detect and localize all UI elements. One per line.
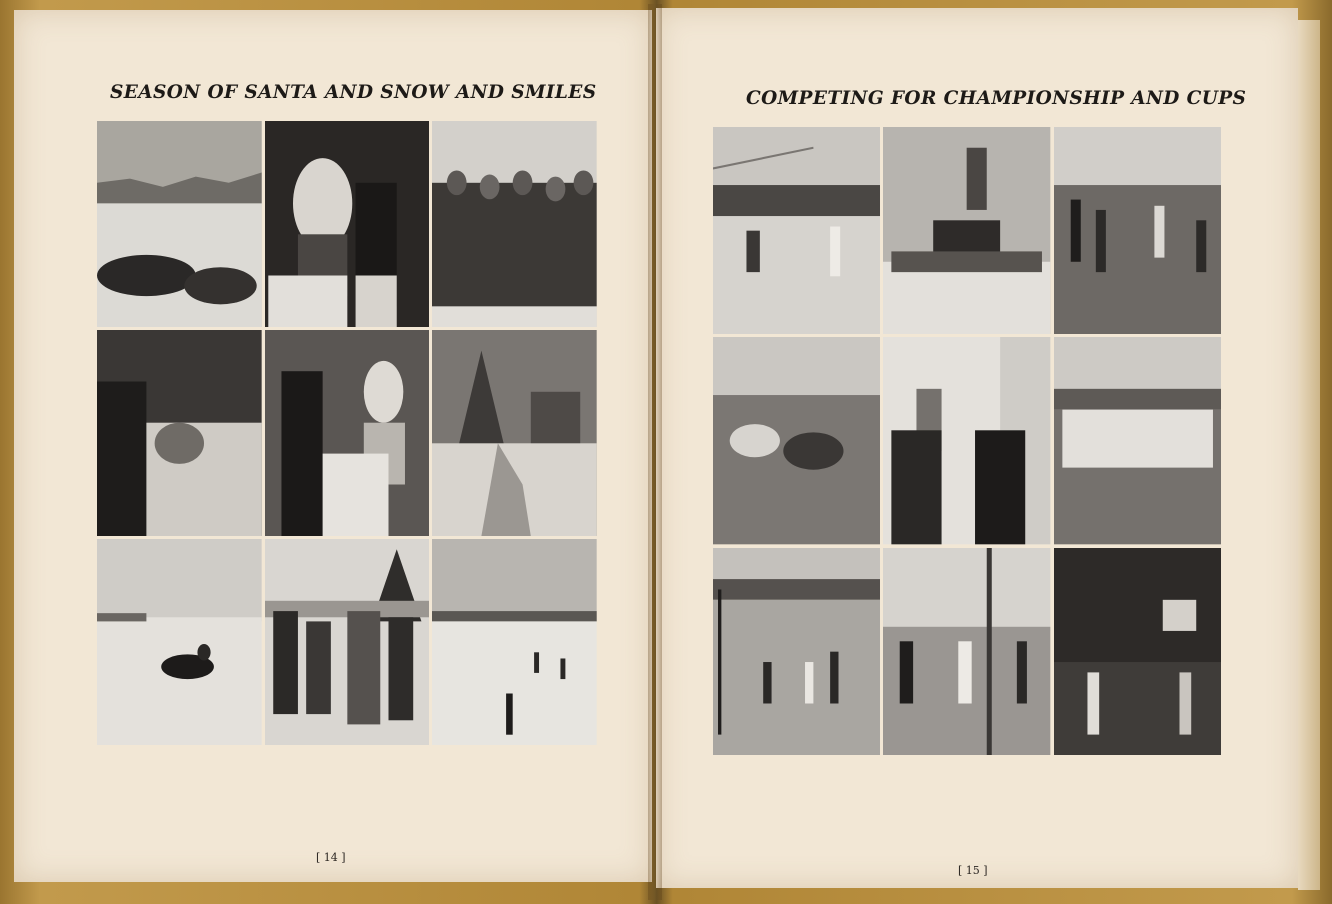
- football-scrimmage-photo: [713, 337, 880, 544]
- field-players-photo: [1054, 127, 1221, 334]
- christmas-tree-hall-photo: [432, 330, 597, 536]
- award-ceremony-photo: [883, 337, 1050, 544]
- snow-hill-photo: [97, 121, 262, 327]
- right-page-title: COMPETING FOR CHAMPIONSHIP AND CUPS: [746, 88, 1247, 109]
- page-edges: [1298, 20, 1320, 890]
- gym-basketball-photo: [1054, 548, 1221, 755]
- baseball-game-photo: [713, 127, 880, 334]
- book-spine: [648, 4, 662, 900]
- outdoor-court-photo: [713, 548, 880, 755]
- team-lineup-photo: [1054, 337, 1221, 544]
- table-party-photo: [97, 330, 262, 536]
- left-page-title: SEASON OF SANTA AND SNOW AND SMILES: [110, 82, 597, 103]
- left-photo-grid: [97, 121, 597, 745]
- skating-pond-photo: [432, 539, 597, 745]
- right-photo-grid: [713, 127, 1221, 755]
- group-crowd-photo: [432, 121, 597, 327]
- santa-gifts-photo: [265, 121, 430, 327]
- sledders-group-photo: [265, 539, 430, 745]
- trophy-table-photo: [883, 127, 1050, 334]
- sled-slope-photo: [97, 539, 262, 745]
- priest-santa-photo: [265, 330, 430, 536]
- right-page-number: [ 15 ]: [958, 864, 988, 877]
- volleyball-game-photo: [883, 548, 1050, 755]
- left-page-number: [ 14 ]: [316, 851, 346, 864]
